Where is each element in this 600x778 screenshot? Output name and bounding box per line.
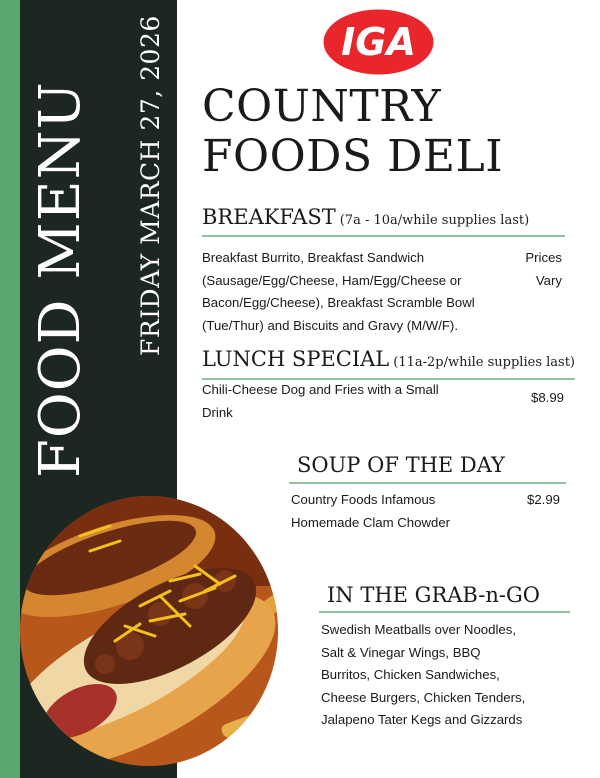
chili-cheese-dog-photo — [20, 496, 278, 766]
breakfast-line: Bacon/Egg/Cheese), Breakfast Scramble Bowl — [202, 295, 475, 310]
breakfast-line: Breakfast Burrito, Breakfast Sandwich — [202, 250, 425, 265]
grab-line: Cheese Burgers, Chicken Tenders, — [321, 689, 526, 705]
soup-line: Homemade Clam Chowder — [291, 514, 451, 530]
grab-line: Salt & Vinegar Wings, BBQ — [321, 644, 481, 660]
lunch-hours-note: (11a-2p/while supplies last) — [393, 355, 575, 370]
store-name — [202, 82, 503, 182]
soup-divider — [289, 482, 566, 484]
soup-heading: SOUP OF THE DAY — [297, 453, 505, 477]
green-accent-strip — [0, 0, 20, 778]
menu-date: FRIDAY MARCH 27, 2026 — [136, 15, 165, 356]
grab-divider — [319, 611, 570, 613]
store-name-line1: COUNTRY — [202, 81, 441, 132]
breakfast-price-line1: Prices — [525, 250, 562, 265]
store-name-line2: FOODS DELI — [202, 131, 504, 182]
soup-items — [291, 489, 511, 534]
breakfast-heading — [202, 205, 529, 229]
breakfast-divider — [202, 235, 565, 237]
grab-items — [321, 619, 586, 732]
breakfast-hours-note: (7a - 10a/while supplies last) — [339, 213, 530, 228]
lunch-line: Drink — [202, 404, 233, 420]
breakfast-price — [506, 247, 562, 292]
soup-line: Country Foods Infamous — [291, 492, 436, 507]
grab-line: Burritos, Chicken Sandwiches, — [321, 667, 500, 682]
grab-heading: IN THE GRAB-n-GO — [327, 583, 540, 607]
lunch-line: Chili-Cheese Dog and Fries with a Small — [202, 382, 439, 397]
lunch-heading — [202, 347, 575, 371]
grab-line: Jalapeno Tater Kegs and Gizzards — [321, 712, 523, 727]
lunch-heading-text: LUNCH SPECIAL — [202, 347, 390, 371]
lunch-items — [202, 379, 502, 424]
logo-text: IGA — [341, 20, 416, 64]
soup-price: $2.99 — [526, 492, 560, 507]
breakfast-price-line2: Vary — [535, 272, 562, 288]
breakfast-line: (Tue/Thur) and Biscuits and Gravy (M/W/F). — [202, 317, 458, 333]
lunch-price: $8.99 — [530, 390, 564, 405]
iga-logo — [322, 8, 435, 76]
breakfast-heading-text: BREAKFAST — [202, 205, 336, 229]
breakfast-items — [202, 247, 522, 337]
grab-line: Swedish Meatballs over Noodles, — [321, 622, 516, 637]
menu-title: FOOD MENU — [28, 81, 93, 478]
breakfast-line: (Sausage/Egg/Cheese, Ham/Egg/Cheese or — [202, 272, 462, 288]
